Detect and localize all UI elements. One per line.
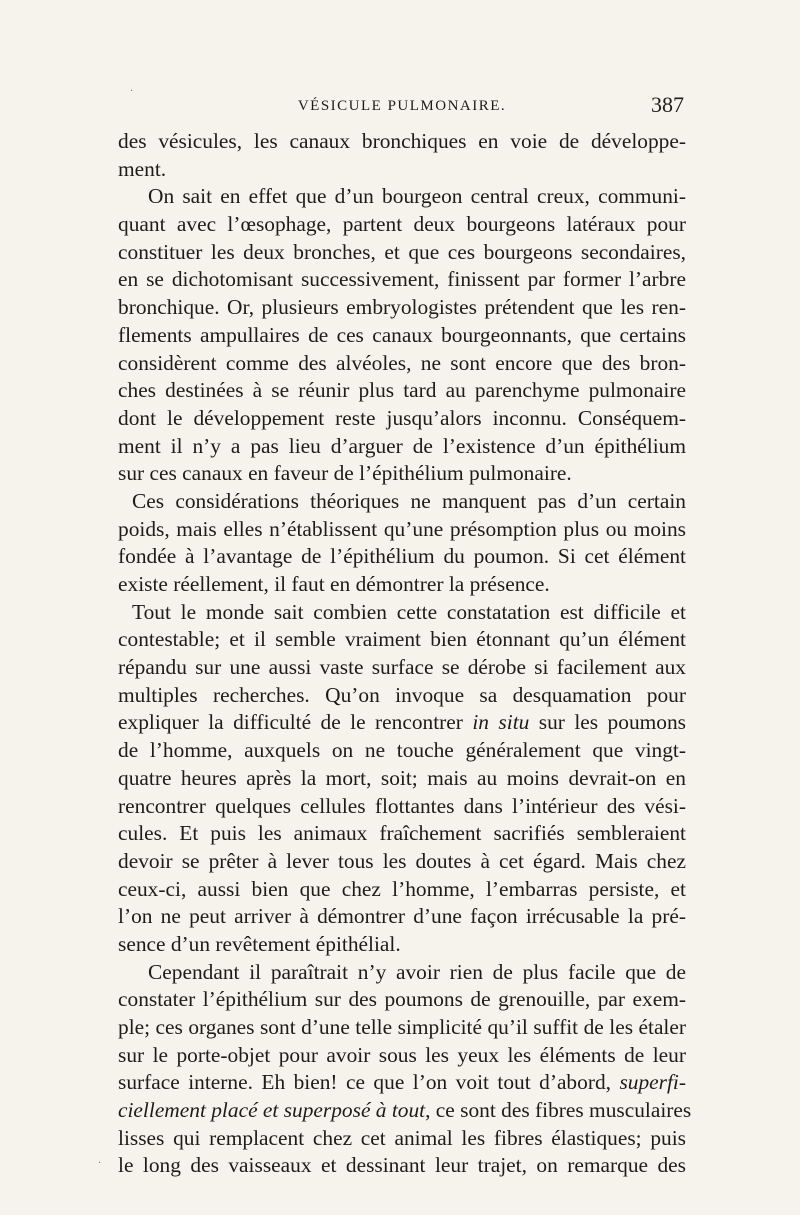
italic-text: ciellement placé et superposé à tout — [118, 1098, 426, 1123]
text-line — [118, 931, 686, 959]
text-run: ches destinées à se réunir plus tard au parenchyme pulmonaire — [118, 378, 686, 403]
text-run: ple; ces organes sont d’une telle simplicité qu’il suffit de les étaler — [118, 1015, 686, 1039]
text-run: fondée à l’avantage de l’épithélium du poumon. Si cet élément — [118, 544, 686, 569]
text-run: existe réellement, il faut en démontrer la présence. — [118, 572, 550, 596]
text-line — [118, 128, 686, 156]
text-run: On sait en effet que d’un bourgeon central creux, communi- — [148, 184, 686, 209]
text-run: Cependant il paraîtrait n’y avoir rien de plus facile que de — [148, 959, 686, 984]
text-line — [118, 322, 686, 350]
text-run: devoir se prêter à lever tous les doutes à cet égard. Mais chez — [118, 848, 686, 873]
text-run: poids, mais elles n’établissent qu’une présomption plus ou moins — [118, 516, 686, 541]
text-line — [118, 682, 686, 710]
text-run: surface interne. Eh bien! ce que l’on voit tout d’abord, — [118, 1070, 620, 1095]
text-run: considèrent comme des alvéoles, ne sont encore que des bron- — [118, 350, 686, 375]
text-run: répandu sur une aussi vaste surface se dérobe si facilement aux — [118, 655, 686, 680]
text-line — [118, 183, 686, 211]
text-line — [118, 903, 686, 931]
text-run: , ce sont des fibres musculaires — [425, 1098, 692, 1123]
text-line — [118, 571, 686, 599]
text-run: de l’homme, auxquels on ne touche généralement que vingt- — [118, 738, 686, 763]
italic-text: in situ — [472, 710, 530, 735]
text-line — [118, 294, 686, 322]
text-line — [118, 626, 686, 654]
text-run: multiples recherches. Qu’on invoque sa desquamation pour — [118, 682, 686, 707]
text-line — [118, 1097, 692, 1125]
text-line — [118, 488, 686, 516]
page-header — [118, 92, 686, 122]
text-run: constituer les deux bronches, et que ces bourgeons secondaires, — [118, 239, 686, 264]
text-line — [118, 1014, 686, 1042]
text-run: rencontrer quelques cellules flottantes dans l’intérieur des vési- — [118, 793, 686, 818]
text-run: dont le développement reste jusqu’alors inconnu. Conséquem- — [118, 405, 686, 430]
text-run: ceux-ci, aussi bien que chez l’homme, l’embarras persiste, et — [118, 876, 686, 901]
text-run: expliquer la difficulté de le rencontrer — [118, 710, 473, 735]
text-line — [118, 599, 686, 627]
print-speck: · — [98, 1158, 102, 1169]
text-run: en se dichotomisant successivement, finissent par former l’arbre — [118, 267, 686, 292]
page-number: 387 — [651, 92, 684, 117]
text-line — [118, 654, 686, 682]
text-line — [118, 433, 686, 461]
text-run: ment. — [118, 156, 167, 181]
text-line — [118, 266, 686, 294]
text-line — [118, 1125, 686, 1153]
text-line — [118, 737, 686, 765]
text-run: l’on ne peut arriver à démontrer d’une façon irrécusable la pré- — [118, 904, 686, 929]
text-line — [118, 709, 686, 737]
text-run: quant avec l’œsophage, partent deux bourgeons latéraux pour — [118, 212, 686, 237]
text-line — [118, 876, 686, 904]
text-line — [118, 986, 686, 1014]
text-run: sence d’un revêtement épithélial. — [118, 931, 401, 956]
text-line — [118, 1042, 686, 1070]
text-line — [118, 543, 686, 571]
text-line — [118, 1152, 686, 1180]
text-line — [118, 350, 686, 378]
text-run: Tout le monde sait combien cette constatation est difficile et — [132, 599, 686, 624]
text-line — [118, 211, 686, 239]
text-line — [118, 1069, 686, 1097]
text-run: lisses qui remplacent chez cet animal les fibres élastiques; puis — [118, 1125, 686, 1150]
text-line — [118, 239, 686, 267]
text-run: sur les poumons — [529, 710, 686, 735]
text-run: sur le porte-objet pour avoir sous les yeux les éléments de leur — [118, 1042, 686, 1067]
text-line — [118, 377, 686, 405]
running-title: VÉSICULE PULMONAIRE. — [297, 98, 507, 114]
text-run: bronchique. Or, plusieurs embryologistes prétendent que les ren- — [118, 295, 686, 320]
print-speck: · — [130, 86, 134, 97]
text-line — [118, 156, 686, 184]
text-run: flements ampullaires de ces canaux bourgeonnants, que certains — [118, 322, 686, 347]
text-run: des vésicules, les canaux bronchiques en voie de développe- — [118, 129, 686, 153]
text-line — [118, 848, 686, 876]
text-line — [118, 405, 686, 433]
text-run: Ces considérations théoriques ne manquent pas d’un certain — [132, 488, 686, 513]
text-line — [118, 793, 686, 821]
text-line — [118, 959, 686, 987]
italic-text: superfi- — [619, 1070, 686, 1095]
text-run: quatre heures après la mort, soit; mais au moins devrait-on en — [118, 765, 686, 790]
text-line — [118, 820, 686, 848]
text-line — [118, 460, 686, 488]
body-text — [118, 128, 692, 1180]
text-run: contestable; et il semble vraiment bien étonnant qu’un élément — [118, 627, 686, 652]
text-run: le long des vaisseaux et dessinant leur trajet, on remarque des — [118, 1153, 686, 1178]
text-run: cules. Et puis les animaux fraîchement sacrifiés sembleraient — [118, 821, 686, 846]
text-line — [118, 765, 686, 793]
text-run: sur ces canaux en faveur de l’épithélium pulmonaire. — [118, 461, 572, 486]
text-line — [118, 516, 686, 544]
text-run: constater l’épithélium sur des poumons de grenouille, par exem- — [118, 987, 686, 1012]
text-run: ment il n’y a pas lieu d’arguer de l’existence d’un épithélium — [118, 433, 686, 458]
